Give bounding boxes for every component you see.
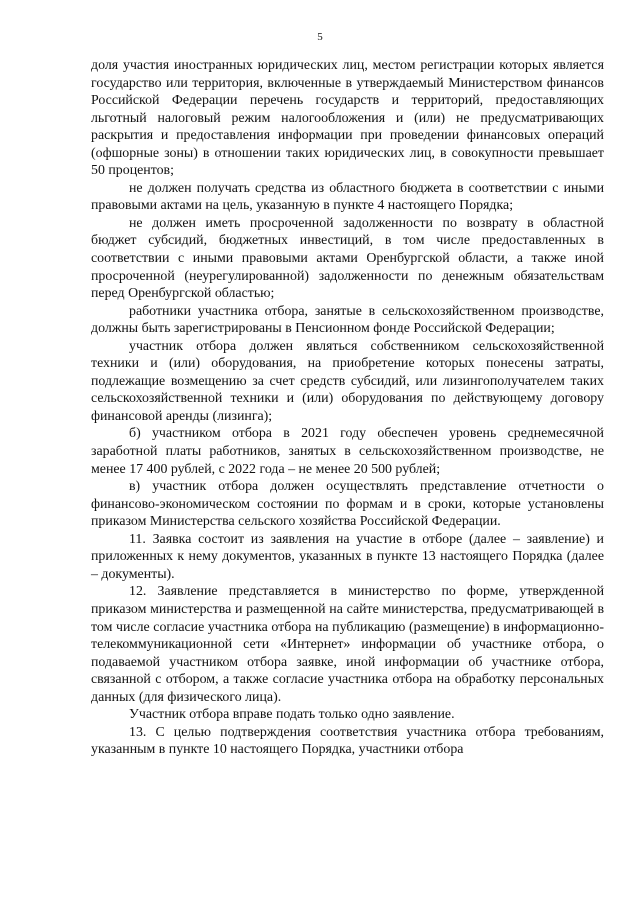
paragraph: работники участника отбора, занятые в сельскохозяйственном производстве, должны быть зарегистрированы в Пенсионном фонде Российской Федерации;	[91, 303, 604, 337]
paragraph: 12. Заявление представляется в министерство по форме, утвержденной приказом министерства и размещенной на сайте министерства, предусматривающей в том числе согласие участника отбора на публикацию (размещение) в информационно-телекоммуникационной сети «Интернет» информации об участнике отбора, о подаваемой участником отбора заявке, иной информации об участнике отбора, связанной с отбором, а также согласие участника отбора на обработку персональных данных (для физического лица).	[91, 584, 604, 705]
paragraph: Участник отбора вправе подать только одно заявление.	[129, 707, 455, 723]
paragraph: в) участник отбора должен осуществлять представление отчетности о финансово-экономическом состоянии по формам и в сроки, которые установлены приказом Министерства сельского хозяйства Российской Федерации.	[91, 479, 604, 530]
paragraph: участник отбора должен являться собственником сельскохозяйственной техники и (или) оборудования, на приобретение которых понесены затраты, подлежащие возмещению за счет средств субсидий, или лизингополучателем таких сельскохозяйственной техники и (или) оборудования по действующему договору финансовой аренды (лизинга);	[91, 338, 604, 424]
paragraph-continued: 13. С целью подтверждения соответствия участника отбора требованиям, указанным в пункте 10 настоящего Порядка, участники отбора	[91, 724, 604, 758]
page-number: 5	[317, 31, 323, 43]
paragraph: не должен получать средства из областного бюджета в соответствии с иными правовыми актами на цель, указанную в пункте 4 настоящего Порядка;	[91, 180, 604, 214]
document-body	[91, 57, 604, 759]
paragraph: доля участия иностранных юридических лиц, местом регистрации которых является государство или территория, включенные в утверждаемый Министерством финансов Российской Федерации перечень государств и территорий, предоставляющих льготный налоговый режим налогообложения и (или) не предусматривающих раскрытия и предоставления информации при проведении финансовых операций (офшорные зоны) в отношении таких юридических лиц, в совокупности превышает 50 процентов;	[91, 58, 604, 179]
paragraph: б) участником отбора в 2021 году обеспечен уровень среднемесячной заработной платы работников, занятых в сельскохозяйственном производстве, не менее 17 400 рублей, с 2022 года – не менее 20 500 рублей;	[91, 426, 604, 477]
paragraph: не должен иметь просроченной задолженности по возврату в областной бюджет субсидий, бюджетных инвестиций, в том числе предоставленных в соответствии с иными правовыми актами Оренбургской области, а также иной просроченной (неурегулированной) задолженности по денежным обязательствам перед Оренбургской областью;	[91, 215, 604, 302]
paragraph: 11. Заявка состоит из заявления на участие в отборе (далее – заявление) и приложенных к нему документов, указанных в пункте 13 настоящего Порядка (далее – документы).	[91, 531, 604, 582]
